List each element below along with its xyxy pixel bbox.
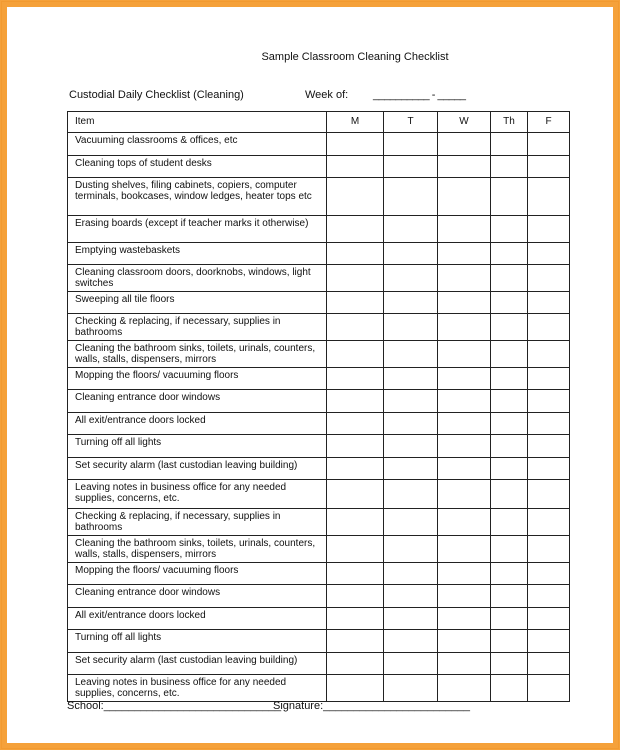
check-cell-monday[interactable] xyxy=(327,265,384,292)
check-cell-wednesday[interactable] xyxy=(438,413,491,435)
table-row xyxy=(68,265,570,292)
checklist-item-label: Leaving notes in business office for any needed supplies, concerns, etc. xyxy=(68,675,327,702)
check-cell-wednesday[interactable] xyxy=(438,585,491,608)
document-title: Sample Classroom Cleaning Checklist xyxy=(261,51,449,63)
table-row xyxy=(68,608,570,630)
check-cell-thursday[interactable] xyxy=(491,563,528,585)
check-cell-wednesday[interactable] xyxy=(438,314,491,341)
check-cell-thursday[interactable] xyxy=(491,608,528,630)
column-header-friday: F xyxy=(528,112,570,133)
check-cell-wednesday[interactable] xyxy=(438,536,491,563)
check-cell-thursday[interactable] xyxy=(491,243,528,265)
check-cell-friday[interactable] xyxy=(528,390,570,413)
check-cell-wednesday[interactable] xyxy=(438,630,491,653)
check-cell-wednesday[interactable] xyxy=(438,341,491,368)
check-cell-tuesday[interactable] xyxy=(384,216,438,243)
check-cell-monday[interactable] xyxy=(327,314,384,341)
check-cell-friday[interactable] xyxy=(528,413,570,435)
table-row xyxy=(68,314,570,341)
check-cell-monday[interactable] xyxy=(327,341,384,368)
check-cell-monday[interactable] xyxy=(327,675,384,702)
check-cell-wednesday[interactable] xyxy=(438,243,491,265)
check-cell-tuesday[interactable] xyxy=(384,653,438,675)
column-header-wednesday: W xyxy=(438,112,491,133)
table-row xyxy=(68,675,570,702)
check-cell-tuesday[interactable] xyxy=(384,630,438,653)
checklist-item-label: All exit/entrance doors locked xyxy=(68,413,327,435)
check-cell-wednesday[interactable] xyxy=(438,563,491,585)
table-row xyxy=(68,435,570,458)
check-cell-thursday[interactable] xyxy=(491,458,528,480)
check-cell-friday[interactable] xyxy=(528,563,570,585)
checklist-item-label: Checking & replacing, if necessary, supplies in bathrooms xyxy=(68,509,327,536)
checklist-table xyxy=(67,111,570,702)
check-cell-wednesday[interactable] xyxy=(438,675,491,702)
checklist-item-label: Turning off all lights xyxy=(68,630,327,653)
check-cell-tuesday[interactable] xyxy=(384,314,438,341)
check-cell-tuesday[interactable] xyxy=(384,368,438,390)
check-cell-thursday[interactable] xyxy=(491,216,528,243)
check-cell-wednesday[interactable] xyxy=(438,509,491,536)
checklist-subtitle: Custodial Daily Checklist (Cleaning) xyxy=(69,89,244,101)
table-row xyxy=(68,413,570,435)
check-cell-wednesday[interactable] xyxy=(438,480,491,509)
table-row xyxy=(68,458,570,480)
checklist-item-label: Cleaning entrance door windows xyxy=(68,585,327,608)
check-cell-friday[interactable] xyxy=(528,156,570,178)
checklist-item-label: Cleaning classroom doors, doorknobs, windows, light switches xyxy=(68,265,327,292)
check-cell-friday[interactable] xyxy=(528,458,570,480)
check-cell-tuesday[interactable] xyxy=(384,133,438,156)
check-cell-monday[interactable] xyxy=(327,133,384,156)
check-cell-thursday[interactable] xyxy=(491,178,528,216)
check-cell-friday[interactable] xyxy=(528,133,570,156)
check-cell-wednesday[interactable] xyxy=(438,133,491,156)
table-row xyxy=(68,156,570,178)
check-cell-thursday[interactable] xyxy=(491,630,528,653)
check-cell-tuesday[interactable] xyxy=(384,265,438,292)
check-cell-thursday[interactable] xyxy=(491,585,528,608)
check-cell-friday[interactable] xyxy=(528,435,570,458)
week-of-label: Week of: xyxy=(305,89,349,101)
check-cell-monday[interactable] xyxy=(327,509,384,536)
check-cell-tuesday[interactable] xyxy=(384,509,438,536)
table-row xyxy=(68,653,570,675)
week-of-blank[interactable]: __________ - _____ xyxy=(373,89,466,101)
check-cell-friday[interactable] xyxy=(528,216,570,243)
check-cell-thursday[interactable] xyxy=(491,156,528,178)
check-cell-tuesday[interactable] xyxy=(384,458,438,480)
check-cell-thursday[interactable] xyxy=(491,314,528,341)
check-cell-friday[interactable] xyxy=(528,341,570,368)
check-cell-monday[interactable] xyxy=(327,243,384,265)
check-cell-friday[interactable] xyxy=(528,292,570,314)
check-cell-friday[interactable] xyxy=(528,536,570,563)
check-cell-friday[interactable] xyxy=(528,480,570,509)
check-cell-wednesday[interactable] xyxy=(438,216,491,243)
check-cell-tuesday[interactable] xyxy=(384,156,438,178)
table-row xyxy=(68,563,570,585)
check-cell-friday[interactable] xyxy=(528,243,570,265)
table-row xyxy=(68,178,570,216)
check-cell-monday[interactable] xyxy=(327,216,384,243)
checklist-item-label: Emptying wastebaskets xyxy=(68,243,327,265)
check-cell-thursday[interactable] xyxy=(491,675,528,702)
check-cell-friday[interactable] xyxy=(528,630,570,653)
check-cell-wednesday[interactable] xyxy=(438,458,491,480)
check-cell-friday[interactable] xyxy=(528,585,570,608)
check-cell-thursday[interactable] xyxy=(491,390,528,413)
check-cell-tuesday[interactable] xyxy=(384,675,438,702)
signature-field[interactable]: Signature:________________________ xyxy=(273,700,470,712)
column-header-monday: M xyxy=(327,112,384,133)
check-cell-monday[interactable] xyxy=(327,630,384,653)
check-cell-friday[interactable] xyxy=(528,178,570,216)
table-row xyxy=(68,216,570,243)
column-header-item: Item xyxy=(68,112,327,133)
check-cell-thursday[interactable] xyxy=(491,292,528,314)
check-cell-thursday[interactable] xyxy=(491,480,528,509)
check-cell-tuesday[interactable] xyxy=(384,435,438,458)
check-cell-wednesday[interactable] xyxy=(438,435,491,458)
checklist-item-label: Dusting shelves, filing cabinets, copiers, computer terminals, bookcases, window ledges, heater tops etc xyxy=(68,178,327,216)
school-field[interactable]: School:_____________________________ xyxy=(67,700,282,712)
check-cell-tuesday[interactable] xyxy=(384,243,438,265)
table-row xyxy=(68,536,570,563)
table-row xyxy=(68,585,570,608)
table-row xyxy=(68,292,570,314)
check-cell-monday[interactable] xyxy=(327,585,384,608)
check-cell-wednesday[interactable] xyxy=(438,368,491,390)
check-cell-wednesday[interactable] xyxy=(438,178,491,216)
table-row xyxy=(68,368,570,390)
check-cell-monday[interactable] xyxy=(327,390,384,413)
checklist-item-label: Cleaning entrance door windows xyxy=(68,390,327,413)
check-cell-tuesday[interactable] xyxy=(384,292,438,314)
check-cell-thursday[interactable] xyxy=(491,413,528,435)
check-cell-wednesday[interactable] xyxy=(438,156,491,178)
checklist-item-label: Cleaning the bathroom sinks, toilets, urinals, counters, walls, stalls, dispensers, mirrors xyxy=(68,341,327,368)
check-cell-tuesday[interactable] xyxy=(384,178,438,216)
check-cell-tuesday[interactable] xyxy=(384,341,438,368)
check-cell-friday[interactable] xyxy=(528,653,570,675)
check-cell-friday[interactable] xyxy=(528,265,570,292)
check-cell-wednesday[interactable] xyxy=(438,653,491,675)
column-header-tuesday: T xyxy=(384,112,438,133)
check-cell-monday[interactable] xyxy=(327,458,384,480)
table-row xyxy=(68,509,570,536)
checklist-item-label: Checking & replacing, if necessary, supplies in bathrooms xyxy=(68,314,327,341)
check-cell-thursday[interactable] xyxy=(491,653,528,675)
check-cell-wednesday[interactable] xyxy=(438,390,491,413)
checklist-item-label: Sweeping all tile floors xyxy=(68,292,327,314)
checklist-item-label: Turning off all lights xyxy=(68,435,327,458)
check-cell-friday[interactable] xyxy=(528,608,570,630)
table-row xyxy=(68,390,570,413)
checklist-item-label: Mopping the floors/ vacuuming floors xyxy=(68,563,327,585)
table-header-row xyxy=(68,112,570,133)
check-cell-friday[interactable] xyxy=(528,509,570,536)
check-cell-tuesday[interactable] xyxy=(384,536,438,563)
table-row xyxy=(68,133,570,156)
checklist-item-label: Set security alarm (last custodian leaving building) xyxy=(68,458,327,480)
table-row xyxy=(68,341,570,368)
check-cell-tuesday[interactable] xyxy=(384,413,438,435)
check-cell-monday[interactable] xyxy=(327,563,384,585)
check-cell-friday[interactable] xyxy=(528,675,570,702)
table-row xyxy=(68,243,570,265)
check-cell-thursday[interactable] xyxy=(491,265,528,292)
check-cell-friday[interactable] xyxy=(528,368,570,390)
check-cell-monday[interactable] xyxy=(327,156,384,178)
check-cell-tuesday[interactable] xyxy=(384,585,438,608)
check-cell-tuesday[interactable] xyxy=(384,563,438,585)
column-header-thursday: Th xyxy=(491,112,528,133)
check-cell-tuesday[interactable] xyxy=(384,390,438,413)
check-cell-thursday[interactable] xyxy=(491,435,528,458)
check-cell-thursday[interactable] xyxy=(491,133,528,156)
checklist-item-label: All exit/entrance doors locked xyxy=(68,608,327,630)
subtitle-row xyxy=(69,89,466,101)
check-cell-thursday[interactable] xyxy=(491,368,528,390)
check-cell-monday[interactable] xyxy=(327,368,384,390)
check-cell-friday[interactable] xyxy=(528,314,570,341)
checklist-item-label: Erasing boards (except if teacher marks it otherwise) xyxy=(68,216,327,243)
check-cell-wednesday[interactable] xyxy=(438,608,491,630)
checklist-item-label: Cleaning the bathroom sinks, toilets, urinals, counters, walls, stalls, dispensers, mirrors xyxy=(68,536,327,563)
check-cell-thursday[interactable] xyxy=(491,509,528,536)
check-cell-tuesday[interactable] xyxy=(384,608,438,630)
check-cell-monday[interactable] xyxy=(327,435,384,458)
check-cell-wednesday[interactable] xyxy=(438,265,491,292)
check-cell-monday[interactable] xyxy=(327,536,384,563)
checklist-item-label: Vacuuming classrooms & offices, etc xyxy=(68,133,327,156)
table-row xyxy=(68,480,570,509)
checklist-item-label: Leaving notes in business office for any needed supplies, concerns, etc. xyxy=(68,480,327,509)
check-cell-tuesday[interactable] xyxy=(384,480,438,509)
check-cell-wednesday[interactable] xyxy=(438,292,491,314)
check-cell-monday[interactable] xyxy=(327,413,384,435)
check-cell-thursday[interactable] xyxy=(491,341,528,368)
check-cell-monday[interactable] xyxy=(327,653,384,675)
check-cell-monday[interactable] xyxy=(327,292,384,314)
checklist-item-label: Cleaning tops of student desks xyxy=(68,156,327,178)
check-cell-monday[interactable] xyxy=(327,178,384,216)
table-row xyxy=(68,630,570,653)
check-cell-monday[interactable] xyxy=(327,480,384,509)
checklist-item-label: Mopping the floors/ vacuuming floors xyxy=(68,368,327,390)
check-cell-monday[interactable] xyxy=(327,608,384,630)
check-cell-thursday[interactable] xyxy=(491,536,528,563)
checklist-item-label: Set security alarm (last custodian leaving building) xyxy=(68,653,327,675)
footer xyxy=(67,700,470,712)
